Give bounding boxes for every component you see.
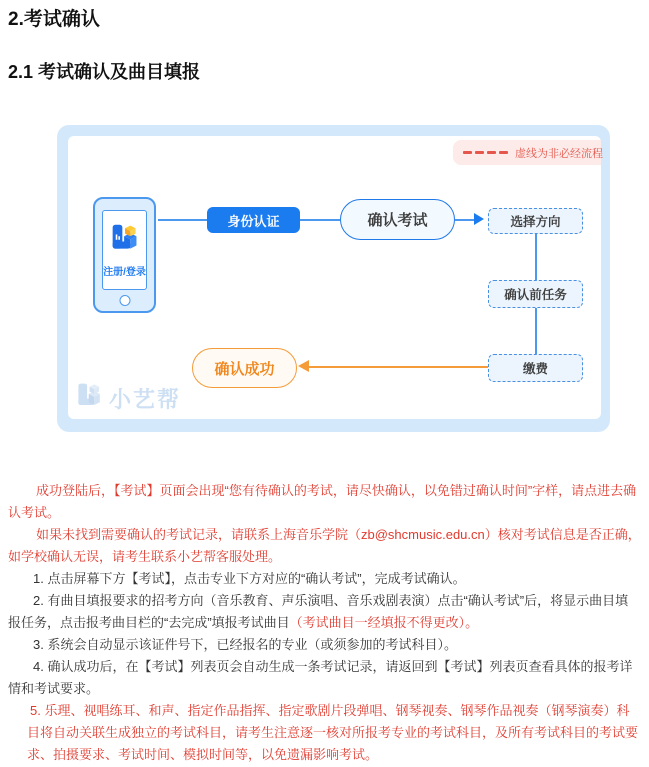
flow-diagram-panel (57, 125, 610, 432)
step-item-2-text: 2. 有曲目填报要求的招考方向（音乐教育、声乐演唱、音乐戏剧表演）点击“确认考试”后，将显示曲目填报任务，点击报考曲目栏的“去完成”填报考试曲目 (8, 593, 629, 630)
notice-paragraph-2: 如果未找到需要确认的考试记录，请联系上海音乐学院（zb@shcmusic.edu.cn）核对考试信息是否正确，如学校确认无误，请考生联系小艺帮客服处理。 (8, 527, 641, 564)
flow-diagram-canvas (68, 136, 601, 419)
step-item-5: 5. 乐理、视唱练耳、和声、指定作品指挥、指定歌剧片段弹唱、钢琴视奏、钢琴作品视奏（钢琴演奏）科目将自动关联生成独立的考试科目，请考生注意逐一核对所报考专业的考试科目，及所有考试科目的考试要求、拍摄要求、考试时间、模拟时间等，以免遗漏影响考试。 (27, 703, 639, 762)
step-item-3: 3. 系统会自动显示该证件号下，已经报名的专业（或须参加的考试科目）。 (33, 637, 457, 652)
watermark (76, 381, 181, 415)
phone-home-button-icon (119, 295, 130, 306)
confirm-exam-node: 确认考试 (340, 199, 455, 240)
connector-confirm-choose (455, 219, 474, 221)
payment-node: 缴费 (488, 354, 583, 382)
confirm-success-node: 确认成功 (192, 348, 297, 388)
register-login-label: 注册/登录 (103, 267, 146, 278)
section-title: 2.1 考试确认及曲目填报 (8, 62, 201, 82)
pre-confirm-task-node: 确认前任务 (488, 280, 583, 308)
choose-direction-node: 选择方向 (488, 208, 583, 234)
connector-phone-identity (158, 219, 207, 221)
arrow-left-icon (298, 360, 309, 372)
app-logo-icon (110, 222, 140, 259)
legend (453, 140, 601, 165)
arrow-right-icon (474, 213, 484, 225)
instructions (0, 480, 649, 766)
legend-label: 虚线为非必经流程 (515, 147, 603, 160)
phone-frame (93, 197, 156, 313)
connector-choose-pretask (535, 234, 537, 280)
watermark-text: 小艺帮 (109, 386, 182, 412)
notice-paragraph-1: 成功登陆后，【考试】页面会出现“您有待确认的考试，请尽快确认，以免错过确认时间”字样，请点进去确认考试。 (8, 483, 637, 520)
step-item-2 (8, 590, 641, 634)
page-title: 2.考试确认 (8, 9, 100, 30)
step-item-2-warning: （考试曲目一经填报不得更改）。 (289, 615, 479, 630)
watermark-logo-icon (76, 381, 103, 415)
identity-auth-node: 身份认证 (207, 207, 300, 233)
phone-screen (102, 210, 147, 290)
connector-pay-success (309, 366, 488, 368)
legend-dash-icon (463, 151, 508, 154)
connector-pretask-pay (535, 308, 537, 354)
step-item-1: 1. 点击屏幕下方【考试】，点击专业下方对应的“确认考试”，完成考试确认。 (33, 571, 466, 586)
step-item-4: 4. 确认成功后，在【考试】列表页会自动生成一条考试记录，请返回到【考试】列表页查看具体的报考详情和考试要求。 (8, 659, 633, 696)
connector-identity-confirm (300, 219, 340, 221)
